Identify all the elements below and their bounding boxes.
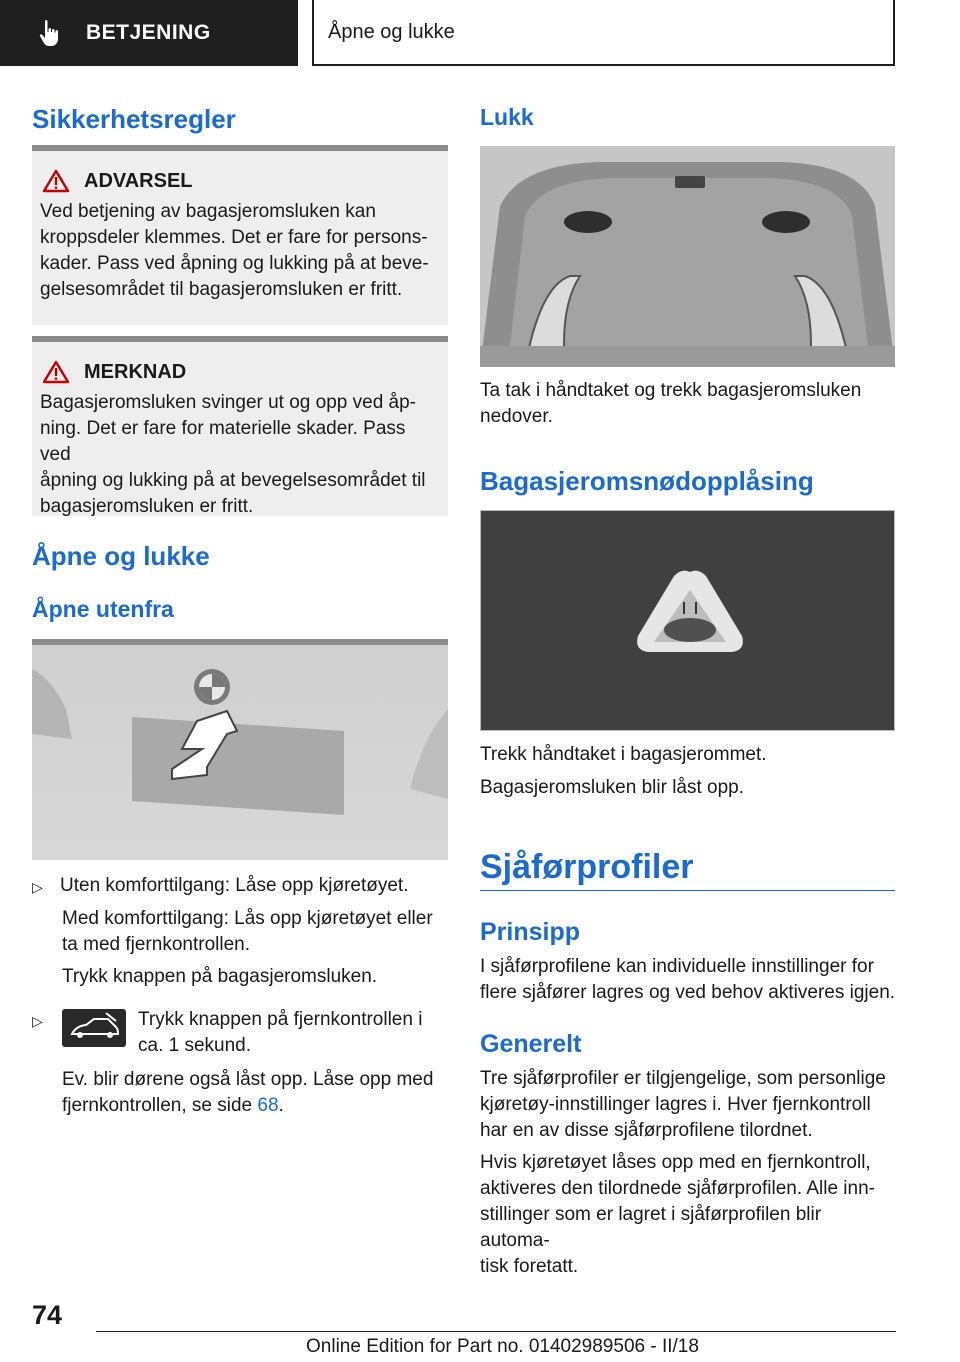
general-2-line-4: tisk foretatt. xyxy=(480,1256,579,1277)
page-reference-link[interactable]: 68 xyxy=(257,1095,279,1116)
warning-line-3: kader. Pass ved åpning og lukking på at beve- xyxy=(40,253,429,274)
open-outside-heading: Åpne utenfra xyxy=(32,596,174,622)
driver-profiles-heading: Sjåførprofiler xyxy=(480,848,694,886)
bullet-1 xyxy=(32,873,448,990)
chapter-tab xyxy=(312,0,895,66)
bullet-2-line-3: Ev. blir dørene også låst opp. Låse opp med xyxy=(62,1069,434,1090)
bullet-1-line-1: Uten komforttilgang: Låse opp kjøretøyet. xyxy=(60,875,409,896)
bullet-1-line-2a: Med komforttilgang: Lås opp kjøretøyet eller xyxy=(62,908,433,929)
bullet-triangle-icon: ▷ xyxy=(32,879,43,895)
close-heading: Lukk xyxy=(480,104,534,130)
notice-line-1: Bagasjeromsluken svinger ut og opp ved åp- xyxy=(40,392,417,413)
open-close-heading: Åpne og lukke xyxy=(32,541,210,571)
warning-triangle-icon xyxy=(42,360,70,384)
bullet-1-line-2b: ta med fjernkontrollen. xyxy=(62,934,250,955)
bullet-2-line-2: ca. 1 sekund. xyxy=(138,1035,252,1056)
bullet-2-line-4: fjernkontrollen, se side 68. xyxy=(62,1095,284,1116)
warning-line-2: kroppsdeler klemmes. Det er fare for persons- xyxy=(40,227,428,248)
warning-triangle-icon xyxy=(42,169,70,193)
notice-box xyxy=(32,336,448,516)
close-text-line-2: nedover. xyxy=(480,406,553,427)
trunk-exterior-image xyxy=(32,639,448,860)
close-text-line-1: Ta tak i håndtaket og trekk bagasjeromsluken xyxy=(480,380,862,401)
trunk-interior-image xyxy=(480,146,895,367)
emergency-handle-image xyxy=(480,510,895,731)
heading-divider xyxy=(480,890,895,891)
warning-title: ADVARSEL xyxy=(84,169,193,192)
general-2-line-2: aktiveres den tilordnede sjåførprofilen. Alle inn- xyxy=(480,1178,875,1199)
bullet-1-line-3: Trykk knappen på bagasjeromsluken. xyxy=(62,966,378,987)
emergency-release-heading: Bagasjeromsnødopplåsing xyxy=(480,466,814,496)
general-heading: Generelt xyxy=(480,1030,582,1058)
section-title: BETJENING xyxy=(86,21,211,44)
edition-note: Online Edition for Part no. 01402989506 - II/18 xyxy=(306,1336,699,1357)
principle-line-1: I sjåførprofilene kan individuelle innstillinger for xyxy=(480,956,874,977)
notice-line-3: åpning og lukking på at bevegelsesområdet til xyxy=(40,470,426,491)
general-paragraph-2 xyxy=(480,1150,895,1280)
emergency-text-line-2: Bagasjeromsluken blir låst opp. xyxy=(480,777,745,798)
principle-line-2: flere sjåfører lagres og ved behov aktiveres igjen. xyxy=(480,982,896,1003)
page-header xyxy=(0,0,960,66)
section-tab xyxy=(0,0,298,66)
chapter-title: Åpne og lukke xyxy=(328,20,455,43)
general-1-line-3: har en av disse sjåførprofilene tilordnet. xyxy=(480,1120,813,1141)
warning-line-1: Ved betjening av bagasjeromsluken kan xyxy=(40,201,376,222)
warning-box xyxy=(32,145,448,325)
page-number: 74 xyxy=(32,1300,63,1330)
remote-trunk-button-icon xyxy=(62,1009,126,1047)
general-1-line-1: Tre sjåførprofiler er tilgjengelige, som personlige xyxy=(480,1068,886,1089)
general-2-line-3: stillinger som er lagret i sjåførprofilen blir automa- xyxy=(480,1204,822,1251)
general-1-line-2: kjøretøy-innstillinger lagres i. Hver fjernkontroll xyxy=(480,1094,871,1115)
notice-line-4: bagasjeromsluken er fritt. xyxy=(40,496,254,517)
general-2-line-1: Hvis kjøretøyet låses opp med en fjernkontroll, xyxy=(480,1152,871,1173)
bullet-triangle-icon: ▷ xyxy=(32,1013,43,1029)
emergency-text-line-1: Trekk håndtaket i bagasjerommet. xyxy=(480,744,767,765)
notice-title: MERKNAD xyxy=(84,360,187,383)
hand-pointer-icon xyxy=(36,18,66,48)
bullet-2-line-1: Trykk knappen på fjernkontrollen i xyxy=(138,1009,423,1030)
principle-heading: Prinsipp xyxy=(480,918,581,946)
warning-line-4: gelsesområdet til bagasjeromsluken er fritt. xyxy=(40,279,403,300)
footer-divider xyxy=(96,1331,896,1332)
general-paragraph-1 xyxy=(480,1066,895,1144)
bullet-2 xyxy=(32,1007,448,1119)
notice-line-2: ning. Det er fare for materielle skader. Pass ved xyxy=(40,418,406,465)
safety-heading: Sikkerhetsregler xyxy=(32,104,236,134)
